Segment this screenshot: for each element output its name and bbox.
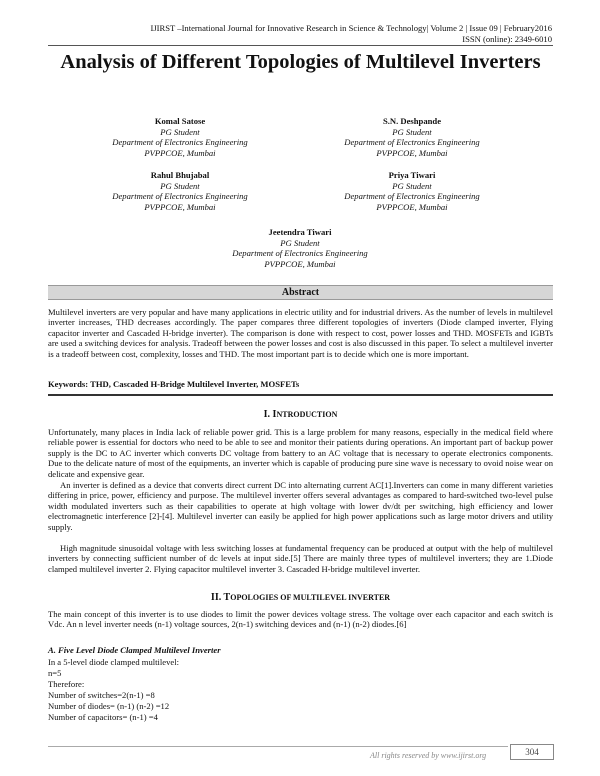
author-inst: PVPPCOE, Mumbai — [144, 147, 216, 158]
footer-rule — [48, 746, 508, 747]
author-block — [292, 116, 532, 158]
author-name: Komal Satose — [154, 116, 206, 126]
equation-line: Number of switches=2(n-1) =8 — [48, 690, 155, 700]
author-block — [60, 116, 300, 158]
author-block — [60, 170, 300, 212]
journal-header: IJIRST –International Journal for Innovative Research in Science & Technology| Volume 2 | Issue 09 | February2016 — [150, 23, 552, 33]
section-title-initial: T — [223, 592, 231, 603]
author-role: PG Student — [392, 180, 432, 191]
paper-title: Analysis of Different Topologies of Multilevel Inverters — [60, 51, 541, 73]
section-heading-topologies — [48, 592, 553, 603]
header-rule — [48, 45, 553, 46]
keywords: Keywords: THD, Cascaded H-Bridge Multilevel Inverter, MOSFETs — [48, 379, 300, 389]
author-name: Jeetendra Tiwari — [268, 227, 332, 237]
section-number: I. — [263, 409, 271, 420]
author-inst: PVPPCOE, Mumbai — [144, 201, 216, 212]
abstract-text: Multilevel inverters are very popular and have many applications in electric utility and for industrial drivers. As the number of levels in multilevel inverter increases, THD decreases accordingly. The paper compares three different topologies of inverters (Diode clamped inverter, Flying capacitor inverter and Cascaded H-bridge inverter). The comparison is done with respect to cost, power losses and THD. MOSFETs and IGBTs are used a switching devices for analysis. Tradeoff between the power losses and cost is also discussed in this paper. To select a multilevel inverter is a tradeoff between cost, complexity, losses and THD. The most important part is to decide which one is more important. — [48, 307, 553, 359]
intro-paragraph-1: Unfortunately, many places in India lack of reliable power grid. This is a large problem for many reasons, especially in the medical field where reliable power is essential for doctors who need to be able to see and monitor their patients during operations. An important part of backup power supply is the DC to AC inverter which converts DC voltage from battery to an AC voltage that is necessary to operate electronics components. Due to the delicate nature of most of the equipments, an inverter which is capable of producing pure sine wave is necessary to ovoid noise wear on delicate and expensive gear. — [48, 427, 553, 479]
equation-line: Number of diodes= (n-1) (n-2) =12 — [48, 701, 170, 711]
section-title-initial: I — [272, 409, 277, 420]
section-title-rest: OPOLOGIES OF MULTILEVEL INVERTER — [230, 593, 391, 602]
author-dept: Department of Electronics Engineering — [112, 191, 248, 202]
section-number: II. — [210, 592, 222, 603]
author-role: PG Student — [160, 180, 200, 191]
author-role: PG Student — [392, 126, 432, 137]
abstract-rule — [48, 394, 553, 396]
abstract-heading: Abstract — [48, 285, 553, 300]
equation-line: Number of capacitors= (n-1) =4 — [48, 712, 158, 722]
author-role: PG Student — [160, 126, 200, 137]
author-dept: Department of Electronics Engineering — [344, 191, 480, 202]
author-inst: PVPPCOE, Mumbai — [376, 201, 448, 212]
equation-line: Therefore: — [48, 679, 85, 689]
author-name: S.N. Deshpande — [382, 116, 442, 126]
author-inst: PVPPCOE, Mumbai — [264, 258, 336, 269]
intro-paragraph-3: High magnitude sinusoidal voltage with less switching losses at fundamental frequency can be produced at output with the help of multilevel inverters by connecting sufficient number of dc levels at input side.[5] There are mainly three types of multilevel inverters; they are 1.Diode clamped multilevel inverter 2. Flying capacitor multilevel inverter 3. Cascaded H-bridge multilevel inverter. — [48, 543, 553, 574]
intro-paragraph-2: An inverter is defined as a device that converts direct current DC into alternating current AC[1].Inverters can come in many different varieties differing in price, power, efficiency and purpose. The multilevel inverter offers several advantages as compared to hard-switched two-level pulse width modulated inverters such as their capabilities to operate at high voltage with lower dv/dt per switching, high efficiency and lower electromagnetic interference [2]-[4]. Multilevel inverter can easily be applied for high power applications such as large motor drivers and utility supply. — [48, 480, 553, 532]
author-dept: Department of Electronics Engineering — [112, 137, 248, 148]
equation-line: In a 5-level diode clamped multilevel: — [48, 657, 180, 667]
subsection-heading: A. Five Level Diode Clamped Multilevel Inverter — [48, 645, 221, 655]
author-dept: Department of Electronics Engineering — [232, 248, 368, 259]
section-title-rest: NTRODUCTION — [276, 410, 338, 419]
author-name: Rahul Bhujabal — [150, 170, 210, 180]
author-name: Priya Tiwari — [388, 170, 436, 180]
page-number: 304 — [510, 744, 554, 760]
author-block — [180, 227, 420, 269]
footer-rights: All rights reserved by www.ijirst.org — [370, 751, 487, 760]
topologies-paragraph: The main concept of this inverter is to use diodes to limit the power devices voltage stress. The voltage over each capacitor and each switch is Vdc. An n level inverter needs (n-1) voltage sources, 2(n-1) switching devices and (n-1) (n-2) diodes.[6] — [48, 609, 553, 630]
author-dept: Department of Electronics Engineering — [344, 137, 480, 148]
author-inst: PVPPCOE, Mumbai — [376, 147, 448, 158]
section-heading-introduction — [48, 409, 553, 420]
equation-line: n=5 — [48, 668, 62, 678]
issn-header: ISSN (online): 2349-6010 — [462, 34, 552, 44]
author-role: PG Student — [280, 237, 320, 248]
author-block — [292, 170, 532, 212]
